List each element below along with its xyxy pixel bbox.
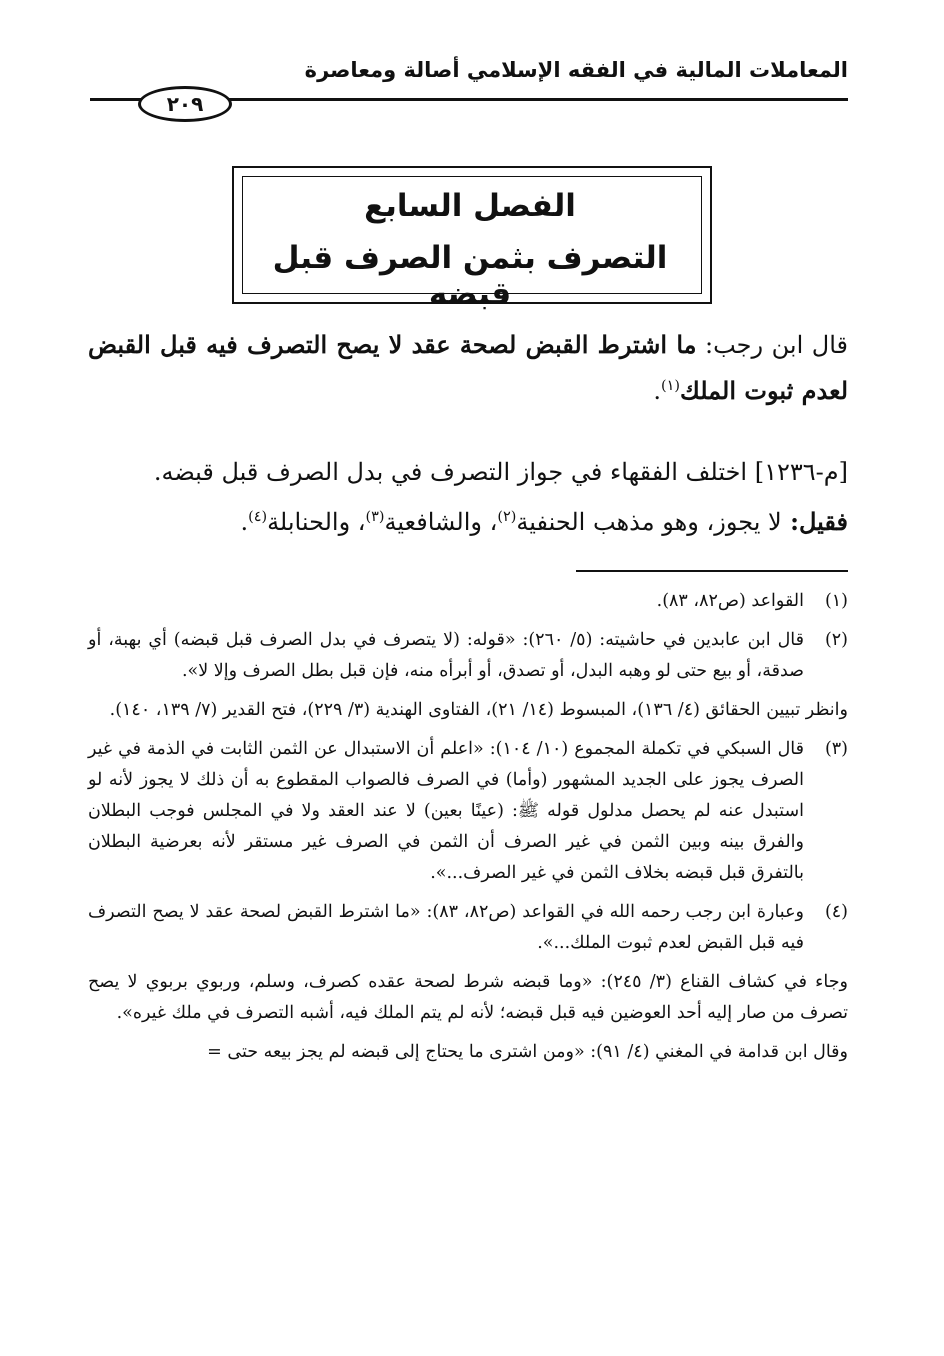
footnote-4-continuation-1: وجاء في كشاف القناع (٣/ ٢٤٥): «وما قبضه شرط لصحة عقده كصرف، وسلم، وربوي بربوي لا يصح تصرف من صار إليه أحد العوضين فيه قبل قبضه؛ لأنه لم يتم الملك فيه، أشبه التصرف في ملك غيره». (88, 972, 848, 1023)
quote-text: ما اشترط القبض لصحة عقد لا يصح التصرف فيه قبل القبض لعدم ثبوت الملك (88, 330, 848, 405)
footnote-1 (88, 586, 848, 617)
paragraph-lead: قال ابن رجب: (696, 331, 848, 359)
footnotes (88, 586, 848, 1076)
footnote-3 (88, 734, 848, 889)
chapter-title: التصرف بثمن الصرف قبل قبضه (272, 240, 668, 312)
footnote-ref: (٤) (248, 509, 268, 525)
footnote-text: وعبارة ابن رجب رحمه الله في القواعد (ص٨٢، ٨٣): «ما اشترط القبض لصحة عقد لا يصح التصرف فيه قبل القبض لعدم ثبوت الملك...». (88, 902, 804, 953)
opinion-text: لا يجوز، وهو مذهب الحنفية (516, 508, 782, 536)
footnote-4 (88, 897, 848, 959)
paragraph-end: . (653, 377, 662, 405)
footnote-ref: (٣) (365, 509, 385, 525)
footnote-2-continuation: وانظر تبيين الحقائق (٤/ ١٣٦)، المبسوط (١٤/ ٢١)، الفتاوى الهندية (٣/ ٢٢٩)، فتح القدير (٧/ ١٣٩، ١٤٠). (109, 700, 848, 720)
footnote-text: قال السبكي في تكملة المجموع (١٠/ ١٠٤): «اعلم أن الاستبدال عن الثمن الثابت في الذمة في غير الصرف يجوز على الجديد المشهور (وأما) في الصرف فالصواب المقطوع به أن ذلك لا يجوز لأنه لو استبدل عنه لم يحصل مدلول قوله ﷺ: (عينًا بعين) لا عند العقد ولا في المجلس فوجب البطلان والفرق بينه وبين الثمن في غير الصرف أن الثمن في الصرف غير مستقر لأنه بعرضية البطلان بالتفرق قبل قبضه بخلاف الثمن في غير الصرف...». (88, 739, 804, 883)
opinion-text: ، والشافعية (384, 508, 498, 536)
chapter-label: الفصل السابع (364, 188, 576, 224)
running-title: المعاملات المالية في الفقه الإسلامي أصالة ومعاصرة (304, 58, 848, 82)
footnote-number: (٤) (824, 902, 848, 922)
first-opinion (88, 497, 848, 547)
issue-statement: [م-١٢٣٦] اختلف الفقهاء في جواز التصرف في بدل الصرف قبل قبضه. (153, 458, 848, 486)
footnote-number: (٣) (824, 739, 848, 759)
opinion-lead: فقيل: (781, 507, 848, 536)
body-paragraph-2 (88, 447, 848, 547)
footnote-separator (576, 570, 848, 572)
footnote-number: (١) (824, 591, 848, 611)
page-number: ٢٠٩ (138, 86, 232, 122)
footnote-ref: (١) (661, 378, 680, 394)
footnote-ref: (٢) (497, 509, 517, 525)
footnote-text: قال ابن عابدين في حاشيته: (٥/ ٢٦٠): «قوله: (لا يتصرف في بدل الصرف قبل قبضه) أي بهبة، أو صدقة، أو بيع حتى لو وهبه البدل، أو تصدق، أو أبرأه منه، فإن قبل بطل الصرف وإلا لا». (88, 630, 804, 681)
footnote-2 (88, 625, 848, 687)
footnote-4-continuation-2: وقال ابن قدامة في المغني (٤/ ٩١): «ومن اشترى ما يحتاج إلى قبضه لم يجز بيعه حتى = (207, 1042, 848, 1062)
footnote-text: القواعد (ص٨٢، ٨٣). (656, 591, 804, 611)
opinion-text: ، والحنابلة (267, 508, 366, 536)
body-paragraph-1 (88, 322, 848, 414)
paragraph-end: . (240, 508, 249, 536)
footnote-number: (٢) (824, 630, 848, 650)
